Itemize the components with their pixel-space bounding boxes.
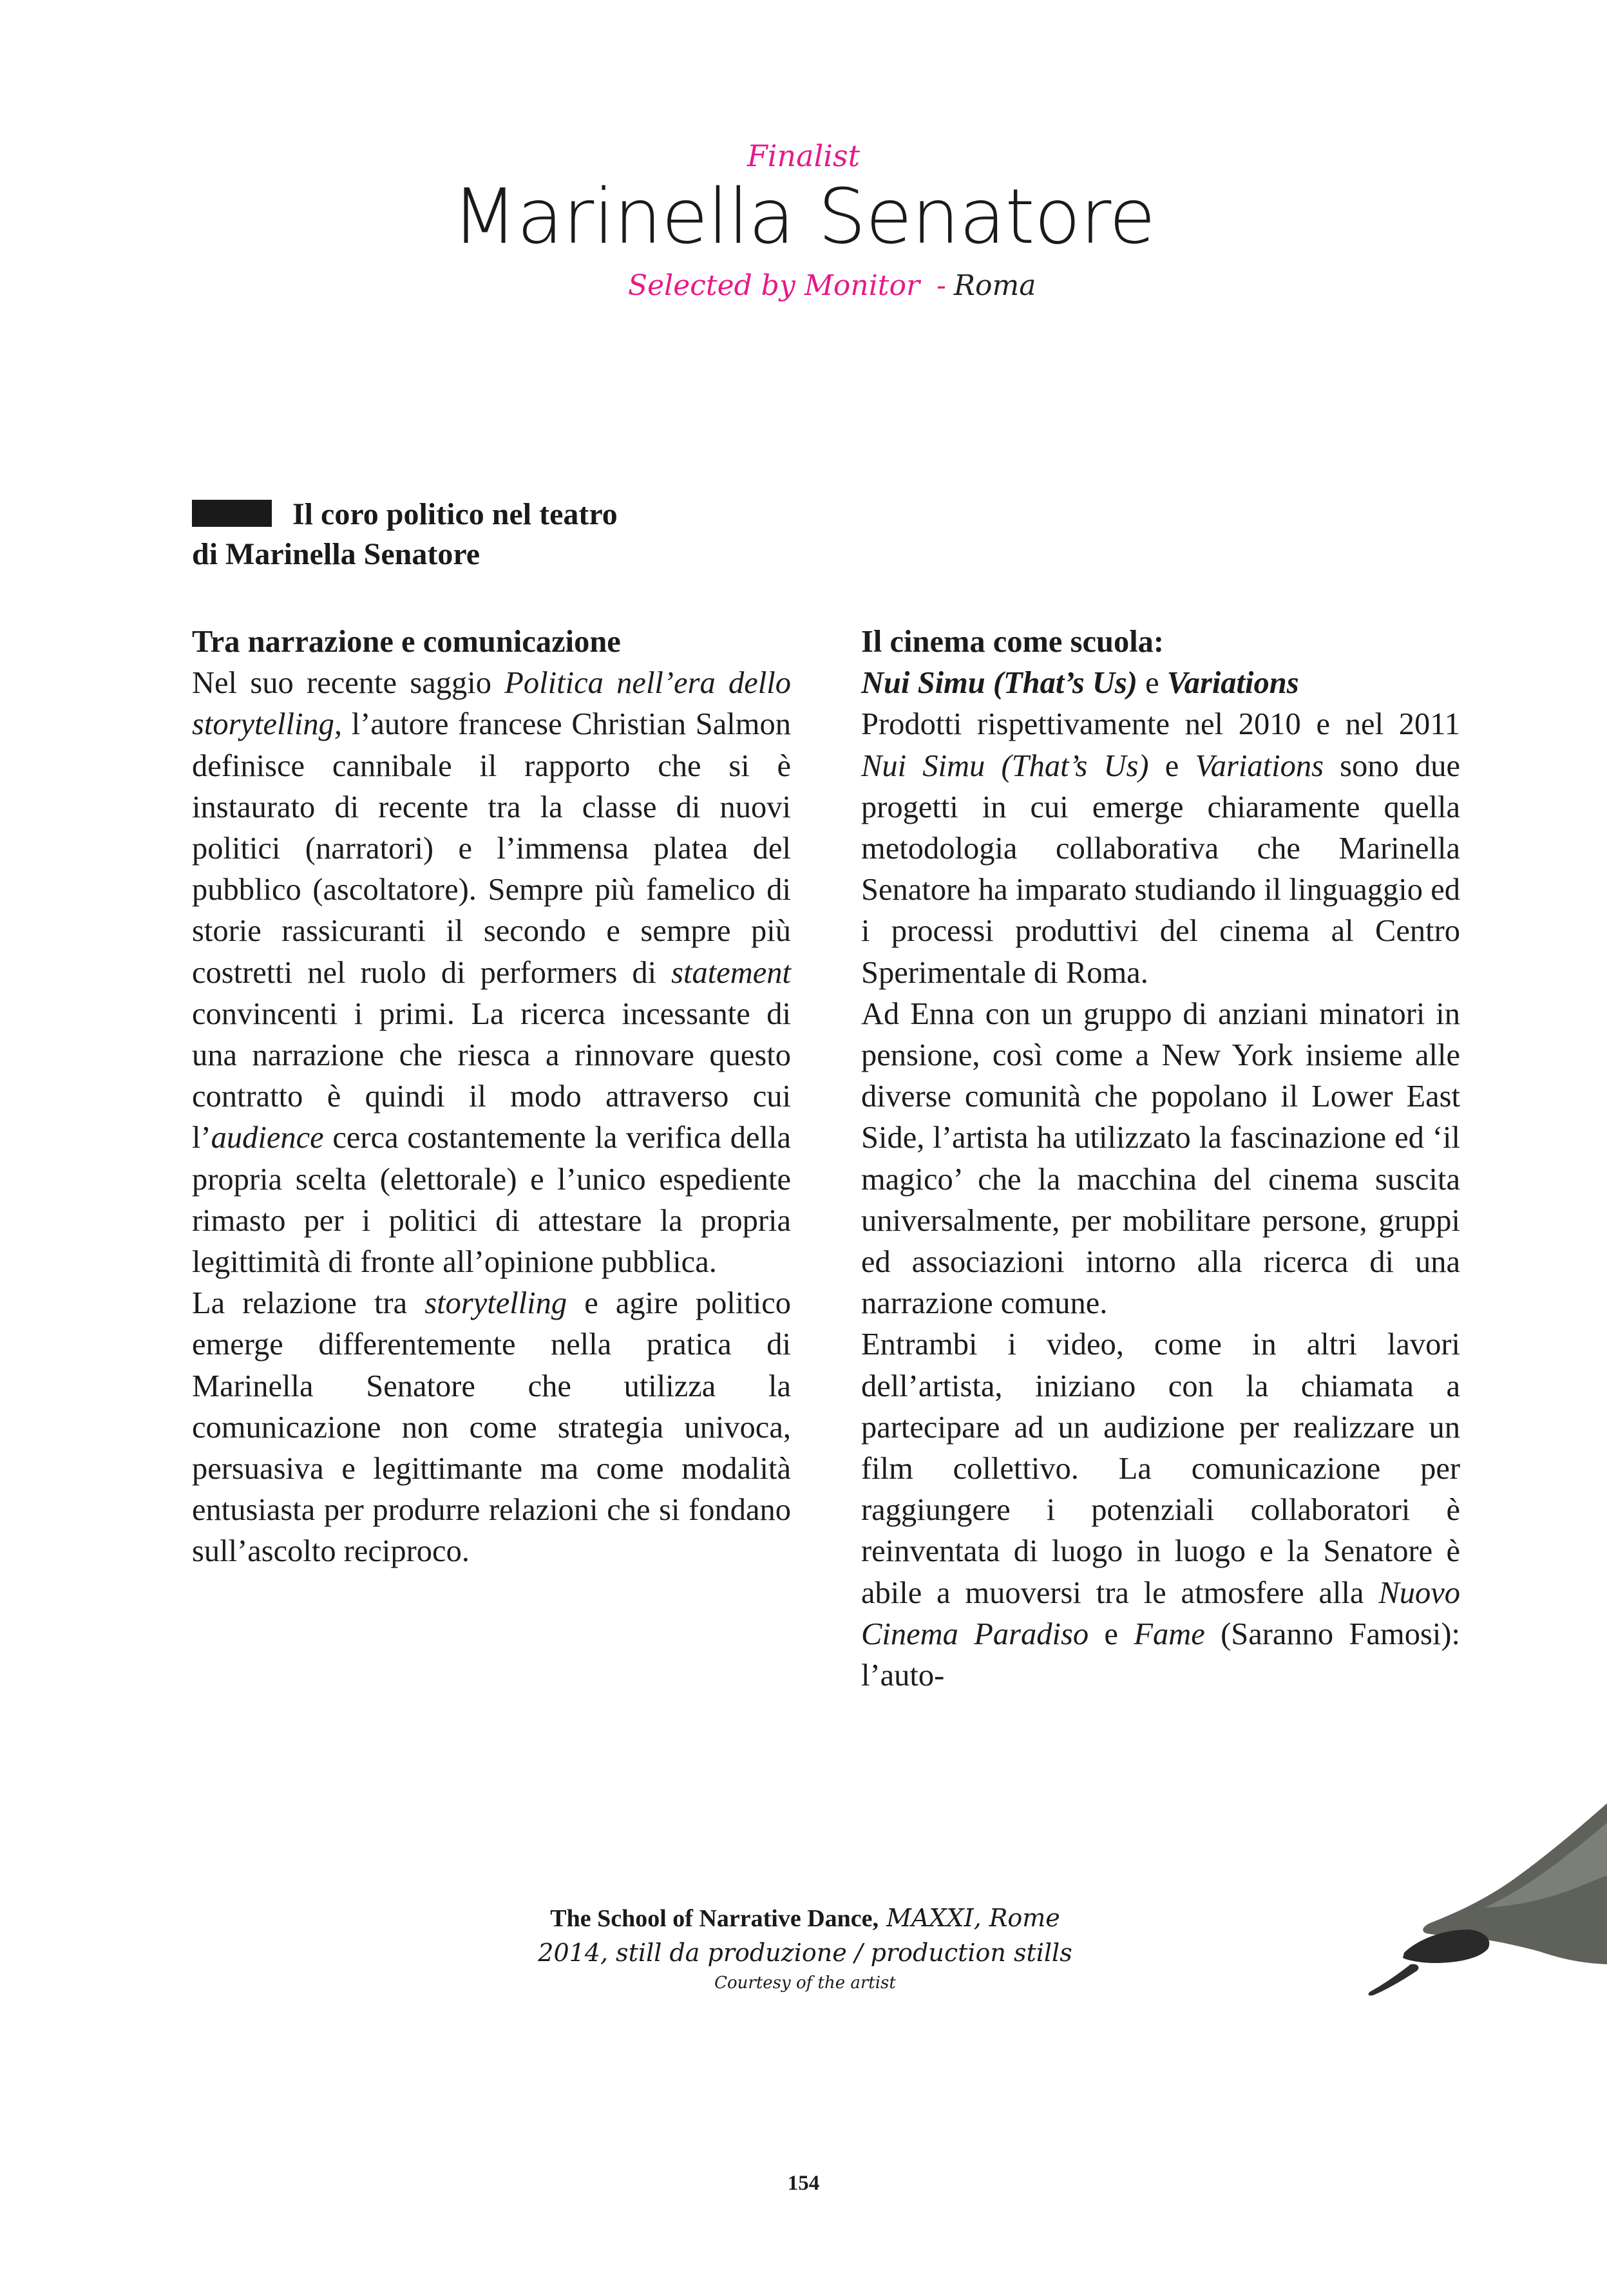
text-span: e agire politico emerge differentemente nella pratica di Marinella Senatore che utilizza la comunicazione non come strategia univoca, persuasiva e legittimante ma come modalità entusiasta per produrre relazioni che si fondano sull’ascolto reciproco. <box>192 1286 791 1569</box>
heading-line1: Il cinema come scuola: <box>861 625 1165 659</box>
italic-term: storytelling <box>424 1286 567 1321</box>
right-paragraph-3 <box>861 1324 1460 1696</box>
work-title: Variations <box>1195 748 1324 783</box>
book-title: Politica nell’era dello storytelling, <box>192 666 791 742</box>
work-title: Nui Simu (That’s Us) <box>861 748 1149 783</box>
selected-by-separator: - <box>936 269 946 302</box>
left-paragraph-2 <box>192 1283 791 1572</box>
selected-by-line <box>628 269 1036 302</box>
selected-by-text: Selected by Monitor <box>628 269 920 302</box>
left-heading: Tra narrazione e comunicazione <box>192 625 621 659</box>
left-paragraph-1 <box>192 663 791 1283</box>
caption-line2: 2014, still da produzione / production stills <box>538 1939 1072 1967</box>
text-span: Prodotti rispettivamente nel 2010 e nel 2011 <box>861 707 1460 742</box>
text-span: Nel suo recente saggio <box>192 666 505 701</box>
caption-credit: Courtesy of the artist <box>714 1973 896 1993</box>
right-column <box>861 621 1460 1696</box>
article-title-line2: di Marinella Senatore <box>192 537 480 571</box>
work-title: Variations <box>1166 666 1299 701</box>
photo-caption <box>515 1900 1095 1997</box>
film-title: Fame <box>1134 1617 1205 1651</box>
left-column <box>192 621 791 1573</box>
work-title: Nui Simu (That’s Us) <box>861 666 1137 701</box>
heading-conjunction: e <box>1137 666 1167 701</box>
caption-line1 <box>515 1900 1095 1937</box>
selected-by-city: Roma <box>953 269 1036 302</box>
text-span: convincenti i primi. La ricerca incessante di una narrazione che riesca a rinnovare questo contratto è quindi il modo attraverso cui l’ <box>192 996 791 1155</box>
page-number: 154 <box>787 2172 820 2195</box>
right-paragraph-2: Ad Enna con un gruppo di anziani minatori in pensione, così come a New York insieme alle diverse comunità che popolano il Lower East Side, l’artista ha utilizzato la fascinazione ed ‘il magico’ che la macchina del cinema suscita universalmente, per mobilitare persone, gruppi ed associazioni intorno alla ricerca di una narrazione comune. <box>861 996 1460 1321</box>
right-paragraph-1 <box>861 704 1460 993</box>
finalist-label: Finalist <box>746 138 861 173</box>
article-title <box>192 495 772 574</box>
italic-term: statement <box>671 955 791 990</box>
dancer-photo <box>1365 1803 1607 2016</box>
text-span: e <box>1148 748 1195 783</box>
text-span: (Saranno Famosi): l’auto- <box>861 1617 1460 1693</box>
text-span: Entrambi i video, come in altri lavori dell’artista, iniziano con la chiamata a partecipare ad un audizione per realizzare un film collettivo. La comunicazione per raggiungere i potenziali collaboratori è reinventata di luogo in luogo e la Senatore è abile a muoversi tra le atmosfere alla <box>861 1327 1460 1610</box>
text-span: cerca costantemente la verifica della propria scelta (elettorale) e l’unico espediente rimasto per i politici di attestare la propria legittimità di fronte all’opinione pubblica. <box>192 1121 791 1280</box>
title-bar-marker <box>192 500 272 527</box>
text-span: e <box>1089 1617 1134 1651</box>
caption-work-title: The School of Narrative Dance, <box>550 1905 879 1932</box>
right-heading <box>861 621 1460 704</box>
italic-term: audience <box>211 1121 324 1155</box>
text-span: La relazione tra <box>192 1286 425 1321</box>
text-span: sono due progetti in cui emerge chiaramente quella metodologia collaborativa che Marinella Senatore ha imparato studiando il linguaggio ed i processi produttivi del cinema al Centro Sperimentale di Roma. <box>861 748 1460 990</box>
text-span: l’autore francese Christian Salmon definisce cannibale il rapporto che si è instaurato di recente tra la classe di nuovi politici (narratori) e l’immensa platea del pubblico (ascoltatore). Sempre più famelico di storie rassicuranti il secondo e sempre più costretti nel ruolo di performers di <box>192 707 791 990</box>
film-title: Nuovo Cinema Paradiso <box>861 1575 1460 1651</box>
caption-place: MAXXI, Rome <box>886 1904 1060 1932</box>
article-title-line1: Il coro politico nel teatro <box>292 497 618 531</box>
artist-name: Marinella Senatore <box>452 172 1155 261</box>
